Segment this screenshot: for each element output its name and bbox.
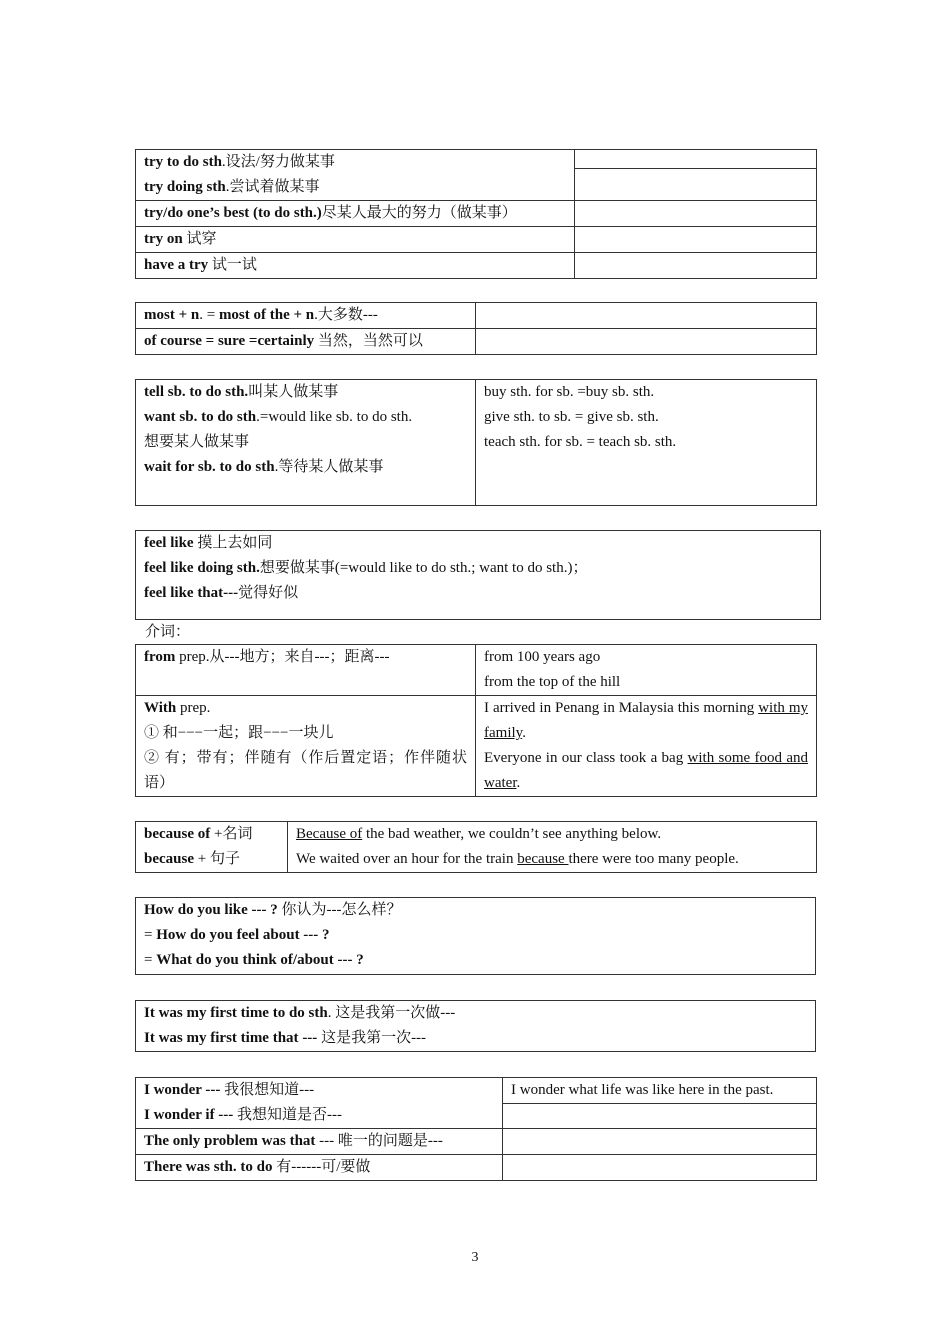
feel-like-cell: [136, 531, 821, 620]
phrase-en: It was my first time to do sth: [144, 1005, 328, 1021]
phrase-en: try on: [144, 231, 183, 247]
meaning-line: ① 和−−−一起；跟−−−一块儿: [144, 725, 334, 741]
phrase-cn: 想要做某事(=would like to do sth.; want to do sth.)；: [259, 560, 588, 576]
first-time-cell: [136, 1001, 816, 1052]
how-do-you-like-cell: [136, 898, 816, 975]
how-do-you-like-table: [135, 897, 816, 975]
phrase-en: How do you feel about --- ?: [156, 927, 330, 943]
empty-cell: [503, 1129, 817, 1155]
phrase-en: ---: [298, 1030, 318, 1046]
empty-cell: [575, 201, 817, 227]
phrase-text: . =: [199, 307, 219, 323]
phrase-cn: --- 唯一的问题是---: [315, 1133, 443, 1149]
because-table: [135, 821, 817, 873]
phrase-cn: .等待某人做某事: [274, 459, 384, 475]
phrase-text: prep.: [176, 700, 211, 716]
phrase-text: =: [144, 952, 157, 968]
phrase-cn: 觉得好似: [238, 585, 299, 601]
example-line: give sth. to sb. = give sb. sth.: [484, 409, 659, 425]
phrase-en: feel like: [144, 535, 194, 551]
phrase-cn: +名词: [210, 826, 253, 842]
example-line: [484, 696, 808, 746]
phrase-en: With: [144, 700, 177, 716]
phrase-cn: . 这是我第一次做---: [327, 1005, 456, 1021]
phrase-en: tell sb. to do sth.: [144, 384, 249, 400]
example-line: I wonder what life was like here in the past.: [511, 1082, 774, 1098]
phrase-text: =: [144, 927, 157, 943]
phrase-line: [144, 150, 566, 175]
phrase-en: have a try: [144, 257, 209, 273]
most-course-table: [135, 302, 817, 355]
feel-like-table: [135, 530, 821, 620]
meaning-line: ② 有；带有；伴随有（作后置定语；作伴随状语）: [144, 750, 467, 791]
underlined-text: with my family: [484, 700, 808, 741]
sb-to-do-table: [135, 379, 817, 506]
phrase-en: feel like doing sth.: [144, 560, 260, 576]
phrase-cn: 这是我第一次---: [317, 1030, 427, 1046]
phrase-cn: + 句子: [194, 851, 240, 867]
phrase-cn: 有------可/要做: [272, 1159, 371, 1175]
underlined-text: Because of: [296, 826, 363, 842]
phrase-cn: 当然，当然可以: [314, 333, 423, 349]
empty-cell: [575, 150, 817, 201]
phrase-en: wait for sb. to do sth: [144, 459, 275, 475]
empty-cell: [476, 329, 817, 355]
phrase-cn: 摸上去如同: [193, 535, 273, 551]
page-number: 3: [471, 1250, 479, 1265]
phrase-text: .=would like sb. to do sth.: [256, 409, 413, 425]
phrase-en: There was sth. to do: [144, 1159, 273, 1175]
phrase-en: I wonder ---: [144, 1082, 221, 1098]
double-object-cell: [476, 380, 817, 506]
wonder-example-cell: [503, 1078, 817, 1129]
phrase-cn: 我想知道是否---: [233, 1107, 343, 1123]
phrase-en: try doing sth: [144, 179, 226, 195]
phrase-cn: 试穿: [182, 231, 217, 247]
phrase-cn: 试一试: [208, 257, 257, 273]
empty-cell: [476, 303, 817, 329]
phrase-cn: 尽某人最大的努力（做某事）: [321, 205, 517, 221]
verb-patterns-cell: [136, 380, 476, 506]
only-problem-cell: [136, 1129, 503, 1155]
example-text: I arrived in Penang in Malaysia this morning: [484, 700, 759, 716]
example-text: .: [522, 725, 526, 741]
with-examples-cell: [476, 696, 817, 797]
example-line: from 100 years ago: [484, 649, 601, 665]
example-line: [484, 746, 808, 796]
most-cell: [136, 303, 476, 329]
phrase-cn: prep.从---地方；来自---；距离---: [175, 649, 390, 665]
phrase-en: The only problem was that: [144, 1133, 316, 1149]
example-text: the bad weather, we couldn’t see anything below.: [362, 826, 662, 842]
phrase-cn: .设法/努力做某事: [221, 154, 335, 170]
from-examples-cell: [476, 645, 817, 696]
example-text: .: [516, 775, 521, 791]
empty-cell: [503, 1155, 817, 1181]
phrase-en: from: [144, 649, 176, 665]
phrase-en: try to do sth: [144, 154, 222, 170]
phrase-en: because of: [144, 826, 211, 842]
example-line: buy sth. for sb. =buy sb. sth.: [484, 384, 655, 400]
because-examples-cell: [288, 822, 817, 873]
wonder-table: [135, 1077, 817, 1181]
phrase-cn: 叫某人做某事: [248, 384, 339, 400]
phrase-en: want sb. to do sth: [144, 409, 257, 425]
phrase-en: What do you think of/about --- ?: [156, 952, 364, 968]
phrase-en: feel like that---: [144, 585, 239, 601]
phrase-en: How do you like --- ?: [144, 902, 278, 918]
phrase-en: try/do one’s best (to do sth.): [144, 205, 322, 221]
try-cell-2: [136, 201, 575, 227]
example-text: We waited over an hour for the train: [296, 851, 518, 867]
example-text: there were too many people.: [568, 851, 739, 867]
example-line: from the top of the hill: [484, 674, 621, 690]
underlined-text: with some food and water: [484, 750, 809, 791]
phrase-cn: 你认为---怎么样？: [277, 902, 402, 918]
phrase-cn: .尝试着做某事: [225, 179, 320, 195]
underlined-text: because: [517, 851, 569, 867]
phrase-cn: 想要某人做某事: [144, 434, 250, 450]
wonder-cell: [136, 1078, 503, 1129]
phrase-en: most of the + n: [218, 307, 315, 323]
empty-cell: [575, 253, 817, 279]
try-cell-1: [136, 150, 575, 201]
try-cell-4: [136, 253, 575, 279]
first-time-table: [135, 1000, 816, 1052]
phrase-cn: 我很想知道---: [220, 1082, 315, 1098]
phrase-line: [144, 175, 566, 200]
phrase-en: I wonder if ---: [144, 1107, 234, 1123]
from-cell: [136, 645, 476, 696]
prepositions-table: [135, 644, 817, 797]
there-was-cell: [136, 1155, 503, 1181]
phrase-en: of course = sure =certainly: [144, 333, 315, 349]
phrase-en: most + n: [144, 307, 200, 323]
phrase-cn: .大多数---: [314, 307, 378, 323]
prepositions-label: 介词：: [145, 624, 191, 640]
with-cell: [136, 696, 476, 797]
example-text: Everyone in our class took a bag: [484, 750, 688, 766]
empty-cell: [575, 227, 817, 253]
because-cell: [136, 822, 288, 873]
try-cell-3: [136, 227, 575, 253]
example-line: teach sth. for sb. = teach sb. sth.: [484, 434, 677, 450]
of-course-cell: [136, 329, 476, 355]
phrase-en: It was my first time that: [144, 1030, 299, 1046]
try-phrases-table: [135, 149, 817, 279]
phrase-en: because: [144, 851, 194, 867]
